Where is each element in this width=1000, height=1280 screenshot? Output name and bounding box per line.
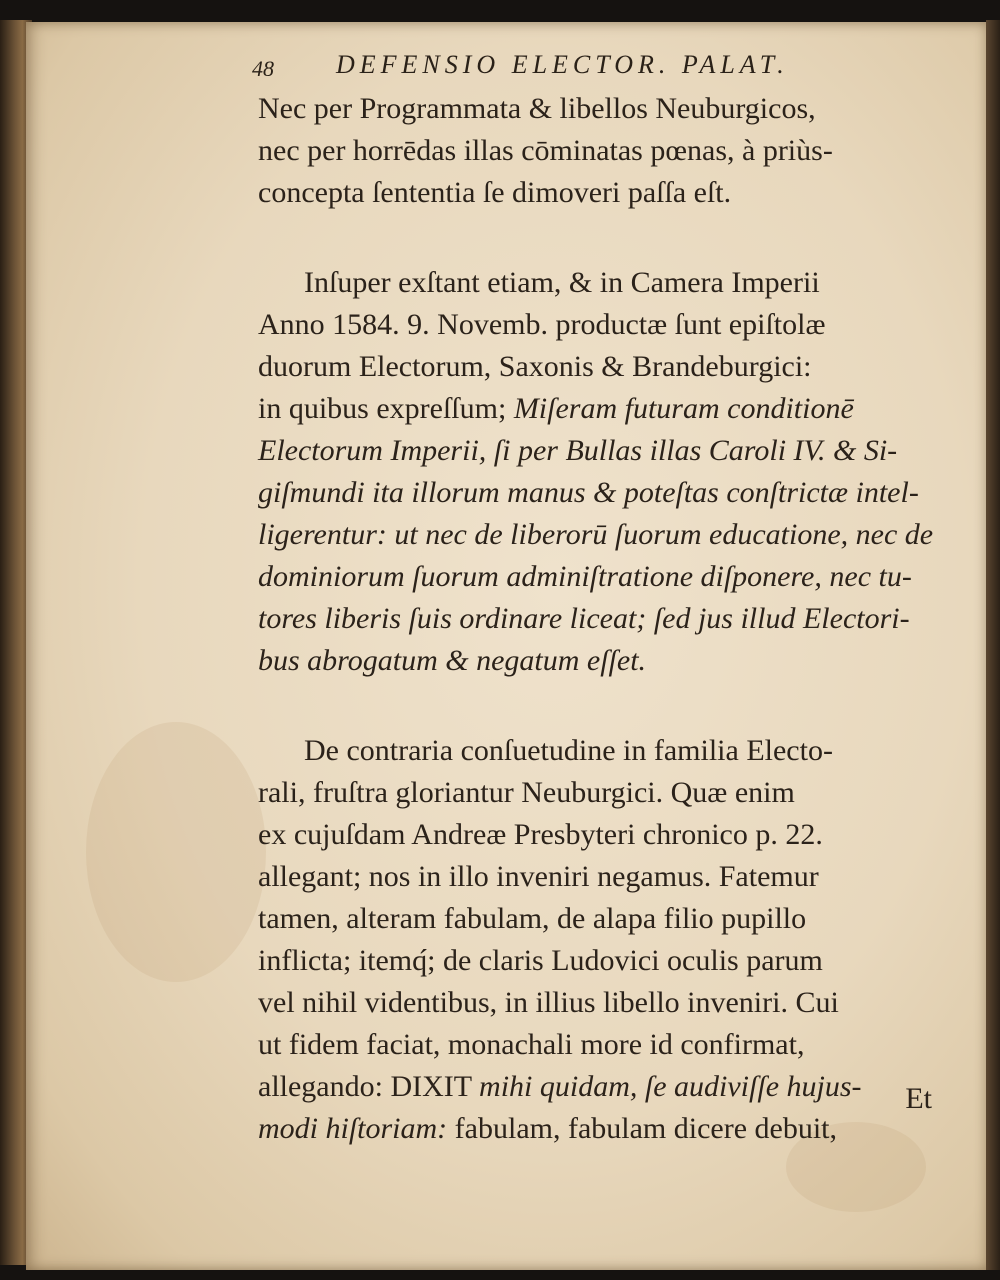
text-line: tores liberis ſuis ordinare liceat; ſed jus illud Electori- <box>258 602 910 635</box>
text-line: Nec per Programmata & libellos Neuburgicos, <box>258 92 816 125</box>
running-title: DEFENSIO ELECTOR. PALAT. <box>336 50 789 79</box>
text-line: nec per horrēdas illas cōminatas pœnas, à priùs- <box>258 134 833 167</box>
page-number: 48 <box>252 56 274 81</box>
text-line: concepta ſententia ſe dimoveri paſſa eſt. <box>258 176 732 209</box>
paper-stain <box>86 722 266 982</box>
text-line: tamen, alteram fabulam, de alapa filio pupillo <box>258 902 807 935</box>
text-line: allegando: DIXIT mihi quidam, ſe audiviſſe hujus- <box>258 1070 862 1103</box>
paragraph <box>258 262 934 682</box>
text-line: vel nihil videntibus, in illius libello inveniri. Cui <box>258 986 839 1019</box>
text-line: allegant; nos in illo inveniri negamus. Fatemur <box>258 860 819 893</box>
text-line: De contraria conſuetudine in familia Electo- <box>304 734 833 767</box>
paragraph <box>258 730 934 1150</box>
text-line: rali, fruſtra gloriantur Neuburgici. Quæ enim <box>258 776 795 809</box>
text-line: inflicta; itemq́; de claris Ludovici oculis parum <box>258 944 823 977</box>
text-line: in quibus expreſſum; Miſeram futuram conditionē <box>258 392 854 425</box>
text-line: Inſuper exſtant etiam, & in Camera Imperii <box>304 266 820 299</box>
text-line: ligerentur: ut nec de liberorū ſuorum educatione, nec de <box>258 518 934 551</box>
paragraph <box>258 88 934 214</box>
text-line: dominiorum ſuorum adminiſtratione diſponere, nec tu- <box>258 560 912 593</box>
text-line: Anno 1584. 9. Novemb. productæ ſunt epiſtolæ <box>258 308 826 341</box>
text-line: bus abrogatum & negatum eſſet. <box>258 644 647 677</box>
text-line: Electorum Imperii, ſi per Bullas illas Caroli IV. & Si- <box>258 434 898 467</box>
body-text <box>258 88 934 1150</box>
text-line: giſmundi ita illorum manus & poteſtas conſtrictæ intel- <box>258 476 919 509</box>
text-line: duorum Electorum, Saxonis & Brandeburgici: <box>258 350 812 383</box>
page-edge <box>986 20 1000 1270</box>
text-line: modi hiſtoriam: fabulam, fabulam dicere debuit, <box>258 1112 838 1145</box>
page-header <box>252 48 932 82</box>
catchword: Et <box>905 1082 932 1115</box>
text-line: ex cujuſdam Andreæ Presbyteri chronico p. 22. <box>258 818 823 851</box>
text-line: ut fidem faciat, monachali more id confirmat, <box>258 1028 805 1061</box>
